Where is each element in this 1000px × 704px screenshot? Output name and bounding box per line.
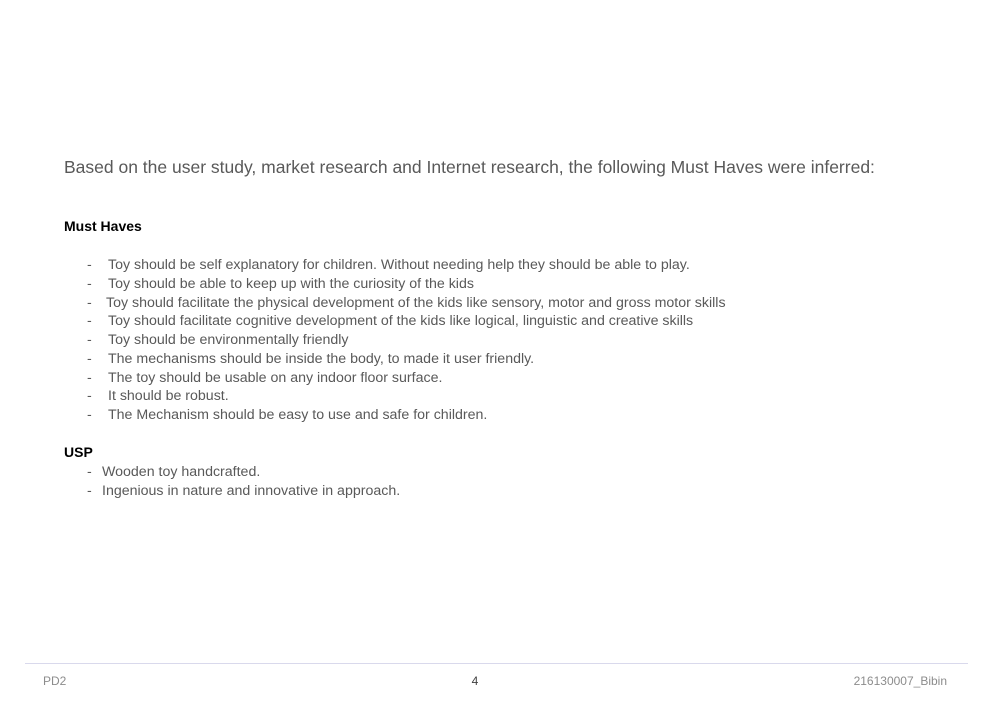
- list-item-text: The toy should be usable on any indoor floor surface.: [108, 369, 443, 386]
- footer-course-code: PD2: [43, 674, 67, 688]
- list-item-text: Ingenious in nature and innovative in approach.: [102, 482, 401, 499]
- footer-divider: [25, 663, 968, 664]
- bullet-dash: -: [87, 482, 92, 499]
- list-item-text: The Mechanism should be easy to use and safe for children.: [108, 407, 488, 423]
- list-item: [87, 406, 726, 425]
- must-haves-heading: Must Haves: [64, 218, 142, 234]
- intro-text: Based on the user study, market research and Internet research, the following Must Haves were inferred:: [64, 157, 875, 177]
- bullet-dash: -: [87, 464, 92, 480]
- bullet-dash: -: [87, 257, 92, 273]
- list-item: [87, 482, 400, 501]
- list-item: [87, 463, 400, 482]
- list-item: [87, 387, 726, 406]
- usp-heading: USP: [64, 444, 93, 460]
- list-item-text: Toy should facilitate cognitive development of the kids like logical, linguistic and creative skills: [108, 313, 694, 330]
- bullet-dash: -: [87, 407, 92, 423]
- list-item: [87, 331, 726, 350]
- list-item: [87, 294, 726, 313]
- footer-author-id: 216130007_Bibin: [853, 674, 947, 688]
- list-item: [87, 350, 726, 369]
- list-item: [87, 275, 726, 294]
- bullet-dash: -: [87, 294, 92, 311]
- bullet-dash: -: [87, 313, 92, 330]
- list-item-text: Toy should be environmentally friendly: [108, 332, 349, 348]
- bullet-dash: -: [87, 388, 92, 405]
- bullet-dash: -: [87, 350, 92, 367]
- must-haves-list: [87, 256, 726, 425]
- list-item-text: Toy should be able to keep up with the curiosity of the kids: [108, 275, 474, 292]
- footer-page-number: 4: [471, 674, 479, 688]
- list-item-text: It should be robust.: [108, 388, 229, 405]
- list-item: [87, 369, 726, 388]
- bullet-dash: -: [87, 369, 92, 386]
- list-item-text: Toy should be self explanatory for children. Without needing help they should be able to play.: [108, 257, 690, 273]
- list-item: [87, 312, 726, 331]
- list-item-text: Wooden toy handcrafted.: [102, 464, 261, 480]
- bullet-dash: -: [87, 332, 92, 348]
- usp-list: [87, 463, 400, 501]
- list-item-text: Toy should facilitate the physical development of the kids like sensory, motor and gross motor skills: [106, 294, 726, 311]
- bullet-dash: -: [87, 275, 92, 292]
- list-item-text: The mechanisms should be inside the body, to made it user friendly.: [108, 350, 535, 367]
- list-item: [87, 256, 726, 275]
